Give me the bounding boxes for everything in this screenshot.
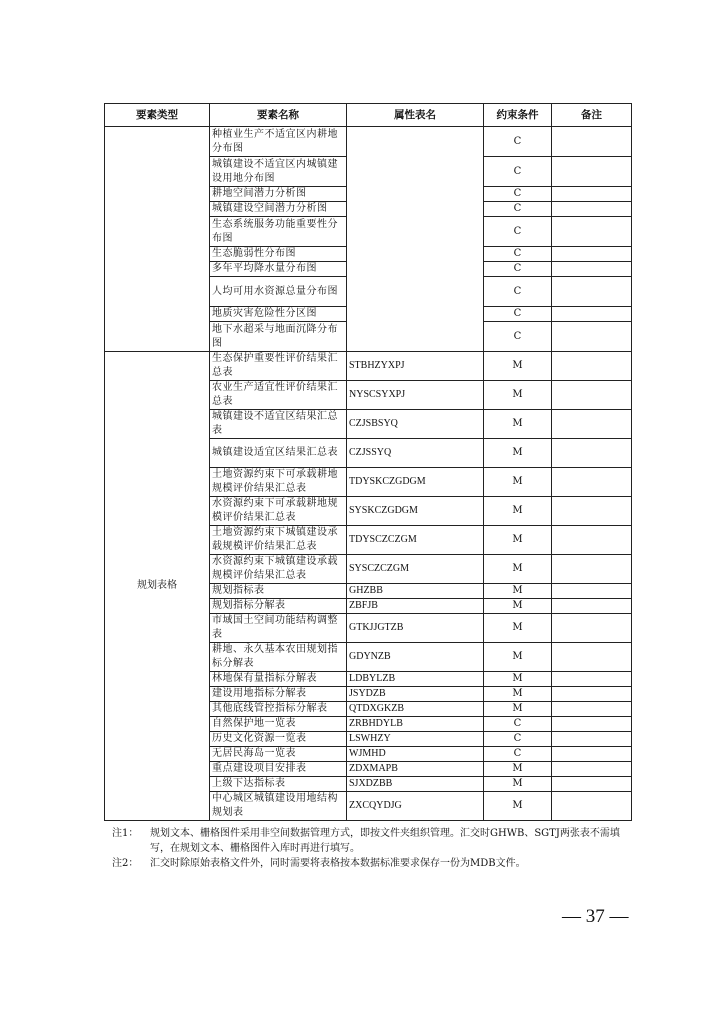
constraint-cell: M: [484, 643, 552, 672]
constraint-cell: M: [484, 687, 552, 702]
attribute-table-cell-blank: [347, 127, 484, 352]
note-1-key: 注1：: [112, 828, 139, 839]
element-name-cell: 城镇建设空间潜力分析图: [210, 202, 347, 217]
element-type-cell-blank: [105, 127, 210, 352]
element-type-cell: 规划表格: [105, 352, 210, 821]
header-element-type: 要素类型: [105, 104, 210, 127]
constraint-cell: C: [484, 732, 552, 747]
constraint-cell: M: [484, 584, 552, 599]
header-element-name: 要素名称: [210, 104, 347, 127]
attribute-table-cell: QTDXGKZB: [347, 702, 484, 717]
element-name-cell: 市域国土空间功能结构调整表: [210, 614, 347, 643]
table-header-row: [105, 104, 632, 127]
element-name-cell: 无居民海岛一览表: [210, 747, 347, 762]
constraint-cell: C: [484, 717, 552, 732]
constraint-cell: C: [484, 157, 552, 187]
attribute-table-cell: LDBYLZB: [347, 672, 484, 687]
element-name-cell: 人均可用水资源总量分布图: [210, 277, 347, 307]
element-name-cell: 生态系统服务功能重要性分布图: [210, 217, 347, 247]
constraint-cell: M: [484, 526, 552, 555]
constraint-cell: C: [484, 247, 552, 262]
remarks-cell: [552, 322, 632, 352]
constraint-cell: C: [484, 307, 552, 322]
constraint-cell: M: [484, 762, 552, 777]
note-2-text: 汇交时除原始表格文件外，同时需要将表格按本数据标准要求保存一份为MDB文件。: [150, 858, 526, 869]
constraint-cell: C: [484, 277, 552, 307]
element-name-cell: 水资源约束下城镇建设承载规模评价结果汇总表: [210, 555, 347, 584]
remarks-cell: [552, 702, 632, 717]
constraint-cell: M: [484, 410, 552, 439]
constraint-cell: M: [484, 672, 552, 687]
note-1: [112, 826, 622, 856]
element-name-cell: 中心城区城镇建设用地结构规划表: [210, 792, 347, 821]
element-name-cell: 其他底线管控指标分解表: [210, 702, 347, 717]
constraint-cell: M: [484, 555, 552, 584]
constraint-cell: C: [484, 127, 552, 157]
constraint-cell: M: [484, 381, 552, 410]
remarks-cell: [552, 614, 632, 643]
remarks-cell: [552, 127, 632, 157]
header-attribute-table: 属性表名: [347, 104, 484, 127]
constraint-cell: C: [484, 202, 552, 217]
constraint-cell: C: [484, 217, 552, 247]
attribute-table-cell: WJMHD: [347, 747, 484, 762]
remarks-cell: [552, 439, 632, 468]
element-name-cell: 地质灾害危险性分区图: [210, 307, 347, 322]
element-name-cell: 城镇建设适宜区结果汇总表: [210, 439, 347, 468]
remarks-cell: [552, 599, 632, 614]
attribute-table-cell: ZXCQYDJG: [347, 792, 484, 821]
remarks-cell: [552, 202, 632, 217]
remarks-cell: [552, 526, 632, 555]
remarks-cell: [552, 497, 632, 526]
remarks-cell: [552, 277, 632, 307]
element-name-cell: 重点建设项目安排表: [210, 762, 347, 777]
constraint-cell: M: [484, 777, 552, 792]
attribute-table-cell: ZRBHDYLB: [347, 717, 484, 732]
table-row: [105, 127, 632, 157]
element-name-cell: 历史文化资源一览表: [210, 732, 347, 747]
element-name-cell: 土地资源约束下城镇建设承载规模评价结果汇总表: [210, 526, 347, 555]
remarks-cell: [552, 410, 632, 439]
element-name-cell: 农业生产适宜性评价结果汇总表: [210, 381, 347, 410]
constraint-cell: M: [484, 497, 552, 526]
constraint-cell: C: [484, 262, 552, 277]
element-name-cell: 多年平均降水量分布图: [210, 262, 347, 277]
remarks-cell: [552, 247, 632, 262]
header-constraint: 约束条件: [484, 104, 552, 127]
page-number: — 37 —: [562, 906, 629, 927]
header-remarks: 备注: [552, 104, 632, 127]
attribute-table-cell: TDYSCZCZGM: [347, 526, 484, 555]
element-name-cell: 水资源约束下可承载耕地规模评价结果汇总表: [210, 497, 347, 526]
remarks-cell: [552, 643, 632, 672]
remarks-cell: [552, 217, 632, 247]
element-name-cell: 生态保护重要性评价结果汇总表: [210, 352, 347, 381]
attribute-table-cell: LSWHZY: [347, 732, 484, 747]
remarks-cell: [552, 747, 632, 762]
remarks-cell: [552, 584, 632, 599]
attribute-table-cell: GTKJJGTZB: [347, 614, 484, 643]
data-standard-table: [104, 103, 632, 821]
remarks-cell: [552, 717, 632, 732]
remarks-cell: [552, 687, 632, 702]
constraint-cell: M: [484, 468, 552, 497]
remarks-cell: [552, 777, 632, 792]
element-name-cell: 建设用地指标分解表: [210, 687, 347, 702]
attribute-table-cell: ZBFJB: [347, 599, 484, 614]
attribute-table-cell: CZJSSYQ: [347, 439, 484, 468]
remarks-cell: [552, 555, 632, 584]
note-2: [112, 856, 622, 871]
remarks-cell: [552, 762, 632, 777]
remarks-cell: [552, 352, 632, 381]
constraint-cell: M: [484, 352, 552, 381]
constraint-cell: M: [484, 614, 552, 643]
attribute-table-cell: SJXDZBB: [347, 777, 484, 792]
element-name-cell: 上级下达指标表: [210, 777, 347, 792]
element-name-cell: 自然保护地一览表: [210, 717, 347, 732]
attribute-table-cell: SYSKCZGDGM: [347, 497, 484, 526]
attribute-table-cell: CZJSBSYQ: [347, 410, 484, 439]
element-name-cell: 城镇建设不适宜区内城镇建设用地分布图: [210, 157, 347, 187]
attribute-table-cell: STBHZYXPJ: [347, 352, 484, 381]
table-row: [105, 352, 632, 381]
table-notes: [112, 826, 622, 871]
remarks-cell: [552, 381, 632, 410]
remarks-cell: [552, 157, 632, 187]
note-2-key: 注2：: [112, 858, 139, 869]
element-name-cell: 规划指标分解表: [210, 599, 347, 614]
constraint-cell: M: [484, 599, 552, 614]
attribute-table-cell: TDYSKCZGDGM: [347, 468, 484, 497]
remarks-cell: [552, 307, 632, 322]
constraint-cell: C: [484, 747, 552, 762]
attribute-table-cell: GDYNZB: [347, 643, 484, 672]
remarks-cell: [552, 792, 632, 821]
element-name-cell: 土地资源约束下可承载耕地规模评价结果汇总表: [210, 468, 347, 497]
remarks-cell: [552, 468, 632, 497]
constraint-cell: M: [484, 702, 552, 717]
attribute-table-cell: GHZBB: [347, 584, 484, 599]
attribute-table-cell: JSYDZB: [347, 687, 484, 702]
attribute-table-cell: ZDXMAPB: [347, 762, 484, 777]
element-name-cell: 林地保有量指标分解表: [210, 672, 347, 687]
remarks-cell: [552, 262, 632, 277]
table-body: [105, 127, 632, 821]
remarks-cell: [552, 672, 632, 687]
element-name-cell: 种植业生产不适宜区内耕地分布图: [210, 127, 347, 157]
element-name-cell: 生态脆弱性分布图: [210, 247, 347, 262]
constraint-cell: M: [484, 439, 552, 468]
remarks-cell: [552, 187, 632, 202]
constraint-cell: M: [484, 792, 552, 821]
element-name-cell: 规划指标表: [210, 584, 347, 599]
element-name-cell: 城镇建设不适宜区结果汇总表: [210, 410, 347, 439]
element-name-cell: 耕地、永久基本农田规划指标分解表: [210, 643, 347, 672]
attribute-table-cell: SYSCZCZGM: [347, 555, 484, 584]
constraint-cell: C: [484, 322, 552, 352]
constraint-cell: C: [484, 187, 552, 202]
element-name-cell: 地下水超采与地面沉降分布图: [210, 322, 347, 352]
remarks-cell: [552, 732, 632, 747]
attribute-table-cell: NYSCSYXPJ: [347, 381, 484, 410]
note-1-text: 规划文本、栅格图件采用非空间数据管理方式，即按文件夹组织管理。汇交时GHWB、SGTJ两张表不需填写，在规划文本、栅格图件入库时再进行填写。: [150, 828, 620, 854]
element-name-cell: 耕地空间潜力分析图: [210, 187, 347, 202]
